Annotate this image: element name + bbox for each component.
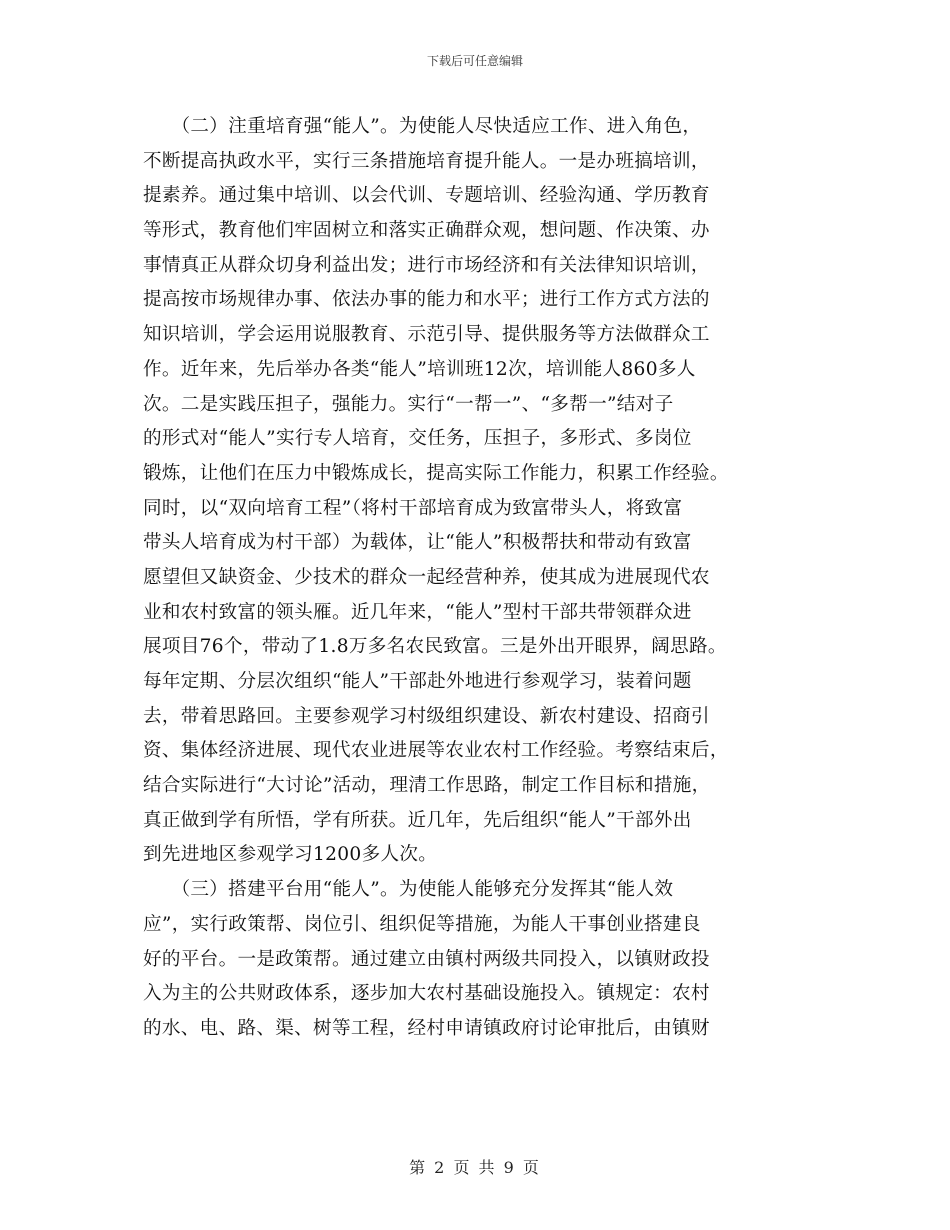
text-line: 每年定期、分层次组织“能人”干部赴外地进行参观学习，装着问题 (143, 671, 692, 692)
text-line: 应”，实行政策帮、岗位引、组织促等措施，为能人干事创业搭建良 (143, 913, 701, 935)
text-line: 带头人培育成为村干部）为载体，让“能人”积极帮扶和带动有致富 (143, 532, 692, 554)
text-line: 知识培训，学会运用说服教育、示范引导、提供服务等方法做群众工 (143, 324, 710, 346)
text-line: 的形式对“能人”实行专人培育，交任务，压担子，多形式、多岗位 (143, 428, 692, 450)
body-text (143, 110, 807, 1047)
page-number: 第 2 页 共 9 页 (409, 1158, 541, 1177)
text-line: 不断提高执政水平，实行三条措施培育提升能人。一是办班搞培训， (143, 150, 710, 172)
text-line: （三）搭建平台用“能人”。为使能人能够充分发挥其“能人效 (143, 879, 674, 901)
text-line: 提素养。通过集中培训、以会代训、专题培训、经验沟通、学历教育 (143, 185, 710, 207)
text-line: 等形式，教育他们牢固树立和落实正确群众观，想问题、作决策、办 (143, 220, 710, 242)
text-line: 入为主的公共财政体系，逐步加大农村基础设施投入。镇规定：农村 (143, 983, 710, 1005)
text-line: 去，带着思路回。主要参观学习村级组织建设、新农村建设、招商引 (143, 705, 710, 727)
text-line: 真正做到学有所悟，学有所获。近几年，先后组织“能人”干部外出 (143, 809, 692, 831)
text-line: 同时，以“双向培育工程”（将村干部培育成为致富带头人，将致富 (143, 497, 683, 519)
page-header: 下载后可任意编辑 (426, 54, 523, 68)
text-line: 次。二是实践压担子，强能力。实行“一帮一”、“多帮一”结对子 (143, 393, 674, 415)
text-line: （二）注重培育强“能人”。为使能人尽快适应工作、进入角色， (143, 116, 702, 137)
text-line: 作。近年来，先后举办各类“能人”培训班12次，培训能人860多人 (143, 358, 696, 380)
text-line: 展项目76个，带动了1.8万多名农民致富。三是外出开眼界，阔思路。 (143, 636, 727, 658)
text-line: 结合实际进行“大讨论”活动，理清工作思路，制定工作目标和措施， (143, 775, 711, 797)
text-line: 的水、电、路、渠、树等工程，经村申请镇政府讨论审批后，由镇财 (143, 1017, 710, 1039)
text-line: 愿望但又缺资金、少技术的群众一起经营种养，使其成为进展现代农 (143, 566, 710, 588)
text-line: 事情真正从群众切身利益出发；进行市场经济和有关法律知识培训， (143, 254, 710, 276)
text-line: 好的平台。一是政策帮。通过建立由镇村两级共同投入，以镇财政投 (143, 948, 710, 970)
text-line: 到先进地区参观学习1200多人次。 (143, 844, 438, 866)
text-line: 锻炼，让他们在压力中锻炼成长，提高实际工作能力，积累工作经验。 (143, 462, 729, 484)
text-line: 资、集体经济进展、现代农业进展等农业农村工作经验。考察结束后， (143, 740, 729, 762)
text-line: 提高按市场规律办事、依法办事的能力和水平；进行工作方式方法的 (143, 289, 710, 311)
text-line: 业和农村致富的领头雁。近几年来，“能人”型村干部共带领群众进 (143, 601, 692, 623)
